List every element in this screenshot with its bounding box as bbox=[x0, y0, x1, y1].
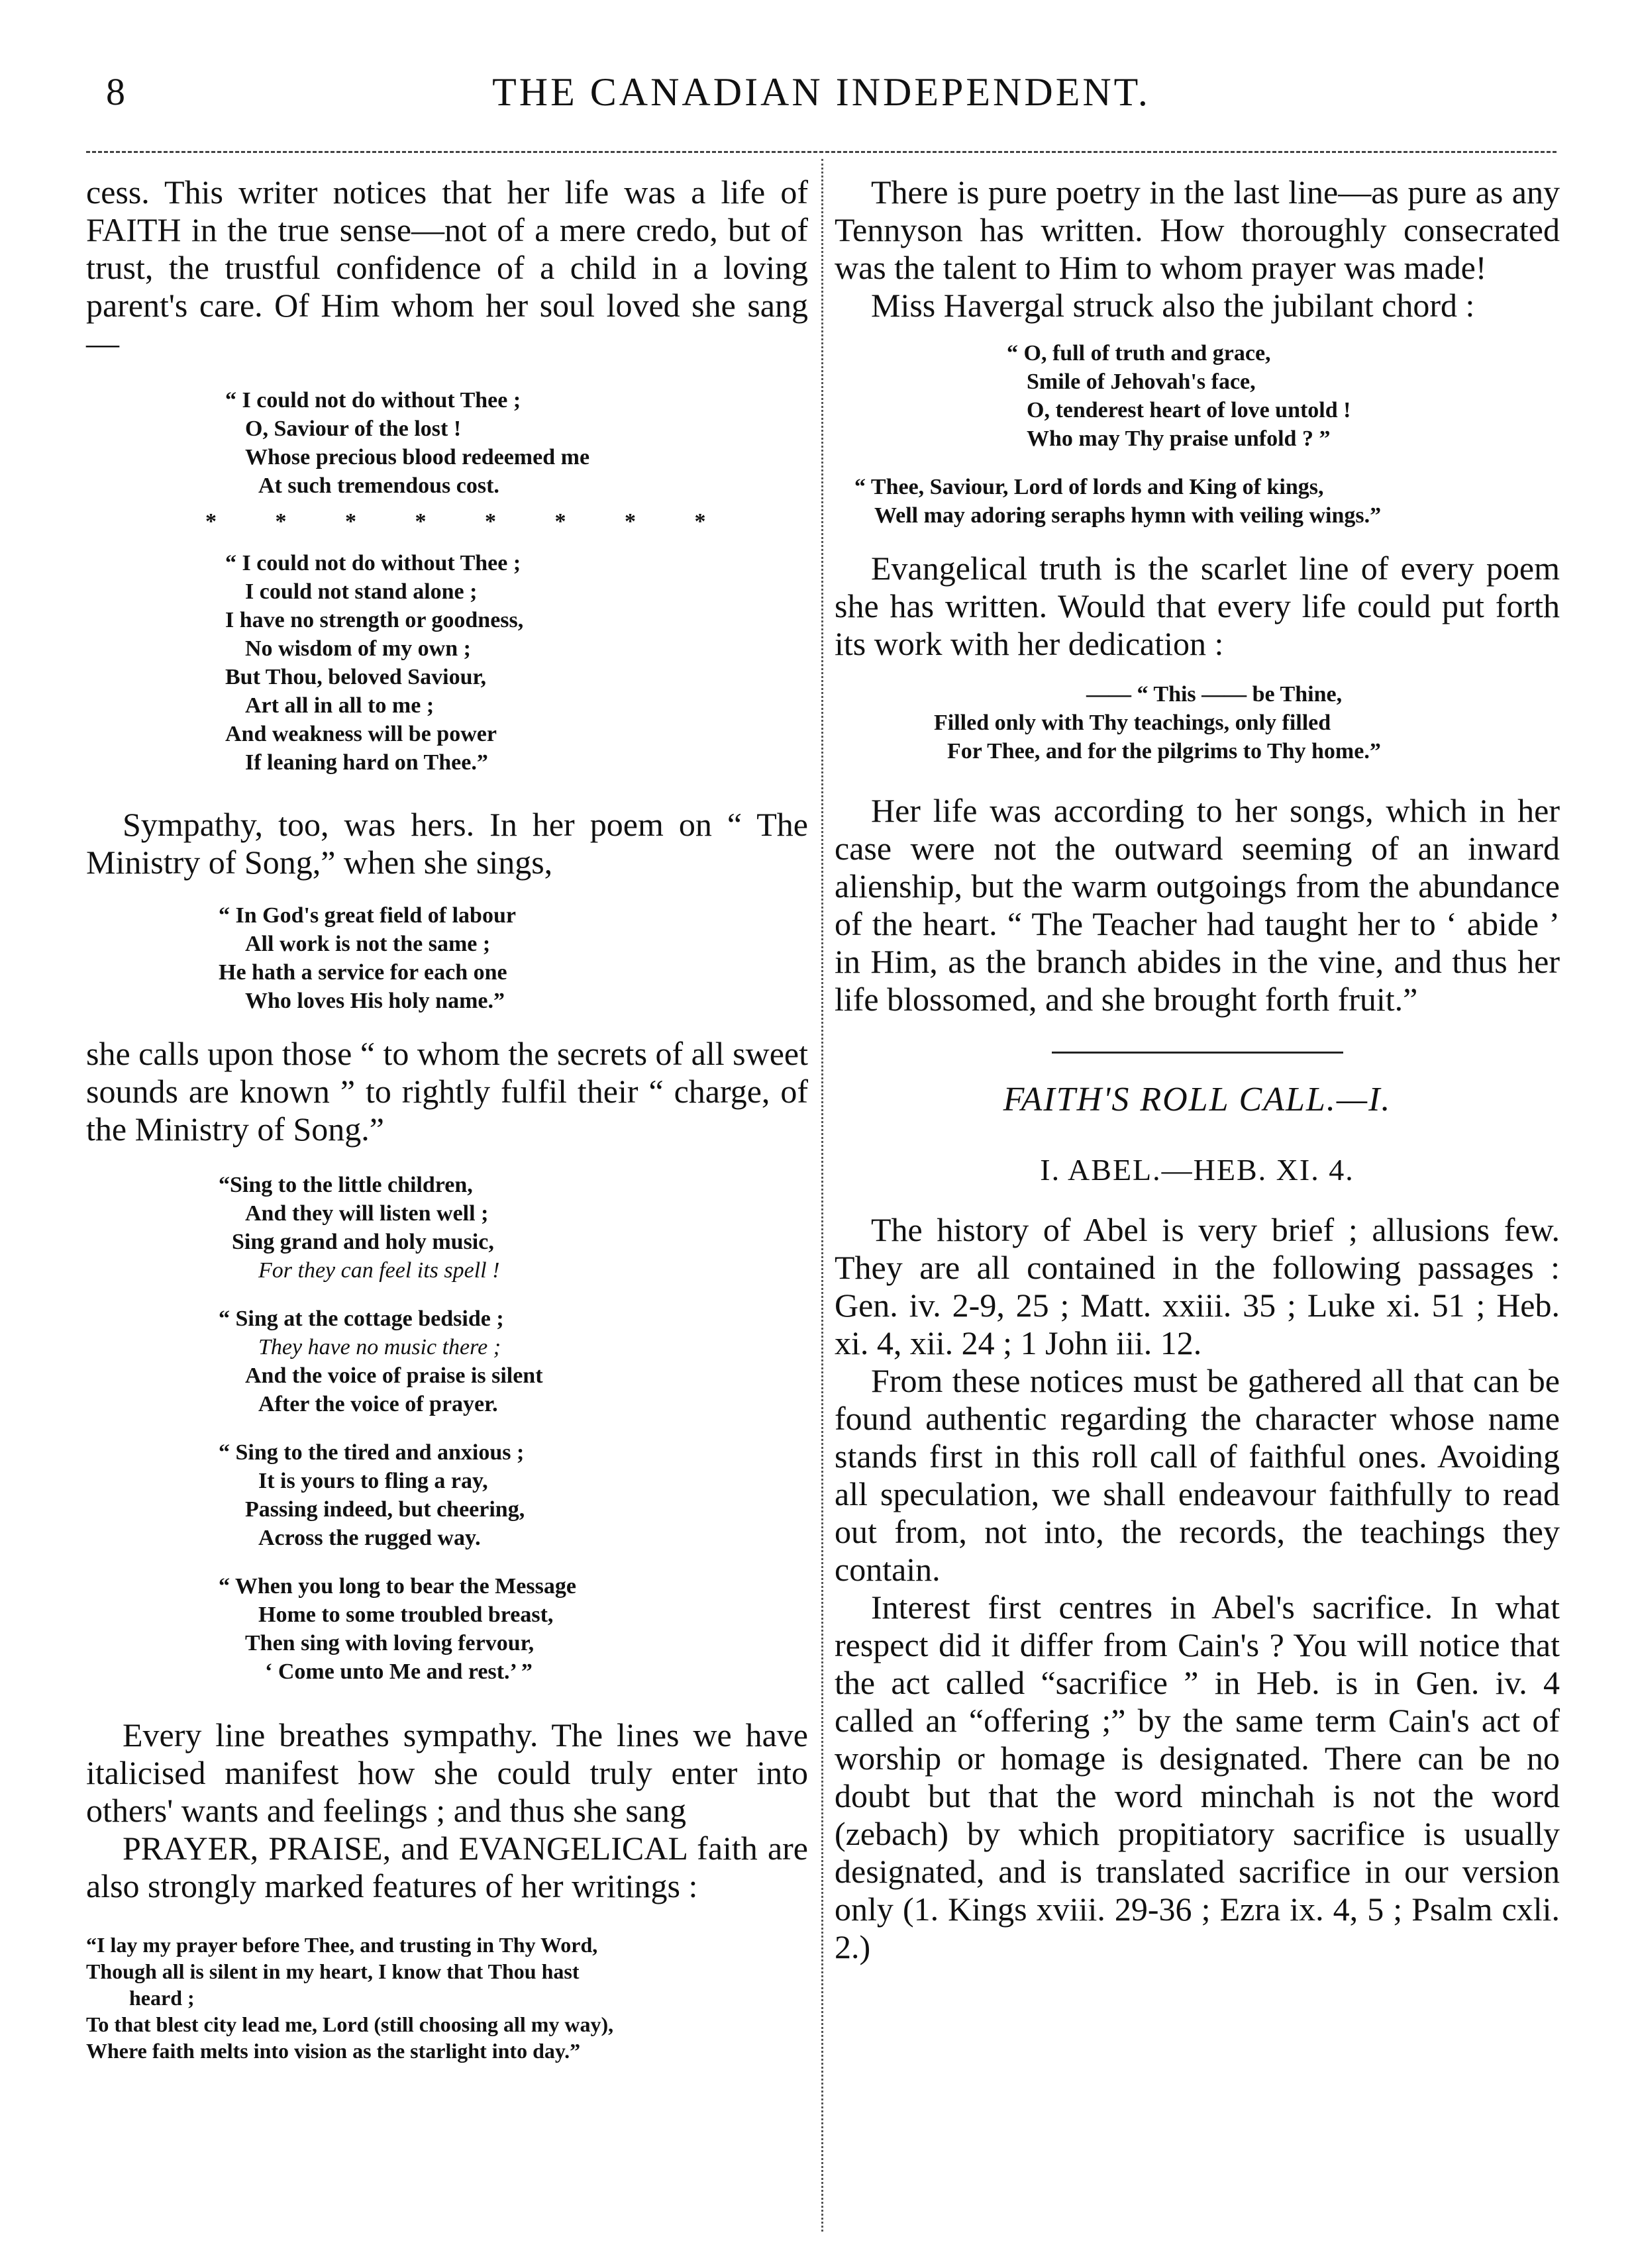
verse-line: Across the rugged way. bbox=[258, 1526, 481, 1550]
every-line-paragraph: Every line breathes sympathy. The lines we have italicised manifest how she could truly enter into others' wants and feelings ; and thus she sang bbox=[86, 1716, 808, 1829]
evangelical-paragraph: Evangelical truth is the scarlet line of every poem she has written. Would that every life could put forth its work with her dedication : bbox=[835, 550, 1560, 662]
verse-line: heard ; bbox=[129, 1986, 195, 2010]
verse-line: To that blest city lead me, Lord (still choosing all my way), bbox=[86, 2012, 614, 2036]
intro-paragraph: cess. This writer notices that her life was a life of FAITH in the true sense—not of a mere credo, but of trust, the trustful confidence of a child in a loving parent's care. Of Him whom her soul loved she sang— bbox=[86, 173, 808, 362]
verse-line: After the voice of prayer. bbox=[258, 1392, 498, 1416]
section-rule bbox=[1052, 1052, 1343, 1054]
poem-lay-my-prayer bbox=[86, 1932, 808, 2064]
ornament-stars: * * * * * * * * bbox=[205, 509, 733, 534]
page-header bbox=[86, 70, 1557, 129]
verse-line: “ When you long to bear the Message bbox=[219, 1574, 576, 1599]
verse-line: Passing indeed, but cheering, bbox=[245, 1497, 525, 1522]
verse-line: For Thee, and for the pilgrims to Thy home.” bbox=[947, 739, 1381, 764]
poem-could-not-do-1 bbox=[225, 386, 808, 500]
verse-line: Smile of Jehovah's face, bbox=[1027, 370, 1256, 394]
verse-line: They have no music there ; bbox=[258, 1335, 501, 1359]
verse-line: Well may adoring seraphs hymn with veiling wings.” bbox=[874, 503, 1382, 528]
prayer-praise-paragraph: PRAYER, PRAISE, and EVANGELICAL faith are also strongly marked features of her writings : bbox=[86, 1830, 808, 1904]
verse-line: For they can feel its spell ! bbox=[258, 1258, 500, 1283]
section-title: FAITH'S ROLL CALL.—I. bbox=[1003, 1081, 1392, 1118]
header-rule bbox=[86, 151, 1557, 153]
verse-line: Then sing with loving fervour, bbox=[245, 1631, 535, 1655]
verse-line: Home to some troubled breast, bbox=[258, 1602, 554, 1627]
page-number: 8 bbox=[106, 70, 125, 113]
sympathy-paragraph: Sympathy, too, was hers. In her poem on “ The Ministry of Song,” when she sings, bbox=[86, 806, 808, 881]
subsection-title: I. ABEL.—HEB. XI. 4. bbox=[1040, 1153, 1354, 1187]
left-column bbox=[86, 173, 808, 2064]
verse-line: “ Thee, Saviour, Lord of lords and King of kings, bbox=[854, 475, 1324, 499]
journal-title: THE CANADIAN INDEPENDENT. bbox=[492, 70, 1150, 114]
verse-line: It is yours to fling a ray, bbox=[258, 1469, 488, 1493]
verse-line: “ O, full of truth and grace, bbox=[1007, 341, 1271, 366]
pure-poetry-paragraph: There is pure poetry in the last line—as pure as any Tennyson has written. How thoroughly consecrated was the talent to Him to whom prayer was made! bbox=[835, 173, 1560, 286]
verse-line: O, tenderest heart of love untold ! bbox=[1027, 398, 1351, 422]
poem-could-not-do-2 bbox=[225, 549, 808, 777]
verse-line: Though all is silent in my heart, I know that Thou hast bbox=[86, 1959, 580, 1983]
verse-line: If leaning hard on Thee.” bbox=[245, 750, 488, 775]
verse-line: “ In God's great field of labour bbox=[219, 903, 516, 928]
verse-line: Who loves His holy name.” bbox=[245, 989, 505, 1013]
verse-line: “I lay my prayer before Thee, and trusting in Thy Word, bbox=[86, 1933, 598, 1957]
verse-line: “Sing to the little children, bbox=[219, 1173, 473, 1197]
verse-line: At such tremendous cost. bbox=[258, 473, 499, 498]
calls-paragraph: she calls upon those “ to whom the secrets of all sweet sounds are known ” to rightly fulfil their “ charge, of the Ministry of Song.” bbox=[86, 1035, 808, 1148]
poem-gods-field bbox=[219, 901, 808, 1015]
poem-be-thine bbox=[934, 680, 1560, 765]
poem-full-of-truth bbox=[1007, 339, 1560, 453]
verse-line: Filled only with Thy teachings, only filled bbox=[934, 711, 1331, 735]
verse-line: ‘ Come unto Me and rest.’ ” bbox=[265, 1659, 533, 1684]
havergal-paragraph: Miss Havergal struck also the jubilant chord : bbox=[871, 287, 1475, 324]
right-column bbox=[835, 173, 1560, 1966]
history-paragraph: The history of Abel is very brief ; allusions few. They are all contained in the following passages : Gen. iv. 2-9, 25 ; Matt. xxiii. 35 ; Luke xi. 51 ; Heb. xi. 4, xii. 24 ; 1 John iii. 12. bbox=[835, 1211, 1560, 1361]
poem-cottage-bedside bbox=[219, 1305, 808, 1418]
verse-line: And weakness will be power bbox=[225, 722, 497, 746]
her-life-paragraph: Her life was according to her songs, which in her case were not the outward seeming of an inward alienship, but the warm outgoings from the abundance of the heart. “ The Teacher had taught her to ‘ abide ’ in Him, as the branch abides in the vine, and thus her life blossomed, and she brought forth fruit.” bbox=[835, 792, 1560, 1018]
verse-line: Who may Thy praise unfold ? ” bbox=[1027, 426, 1331, 451]
verse-line: Whose precious blood redeemed me bbox=[245, 445, 590, 469]
verse-line: “ I could not do without Thee ; bbox=[225, 551, 521, 575]
verse-line: But Thou, beloved Saviour, bbox=[225, 665, 486, 689]
verse-line: Sing grand and holy music, bbox=[232, 1230, 494, 1254]
verse-line: And the voice of praise is silent bbox=[245, 1363, 543, 1388]
verse-line: I could not stand alone ; bbox=[245, 579, 478, 604]
verse-line: Art all in all to me ; bbox=[245, 693, 434, 718]
verse-line: All work is not the same ; bbox=[245, 932, 491, 956]
verse-line: He hath a service for each one bbox=[219, 960, 507, 985]
verse-line: “ Sing at the cottage bedside ; bbox=[219, 1307, 504, 1331]
poem-tired-anxious bbox=[219, 1438, 808, 1552]
verse-line: —— “ This —— be Thine, bbox=[1086, 682, 1343, 707]
verse-line: Where faith melts into vision as the starlight into day.” bbox=[86, 2039, 581, 2063]
notices-paragraph: From these notices must be gathered all that can be found authentic regarding the character whose name stands first in this roll call of faithful ones. Avoiding all speculation, we shall endeavour faithfully to read out from, not into, the records, the teachings they contain. bbox=[835, 1362, 1560, 1588]
verse-line: I have no strength or goodness, bbox=[225, 608, 524, 632]
verse-line: And they will listen well ; bbox=[245, 1201, 489, 1226]
verse-line: “ I could not do without Thee ; bbox=[225, 388, 521, 413]
column-divider bbox=[821, 159, 823, 2232]
interest-paragraph: Interest first centres in Abel's sacrifice. In what respect did it differ from Cain's ? You will notice that the act called “sacrifice ” in Heb. is in Gen. iv. 4 called an “offering ;” by the same term Cain's act of worship or homage is designated. There can be no doubt but that the word minchah is not the word (zebach) by which propitiatory sacrifice is usually designated, and is translated sacrifice in our version only (1. Kings xviii. 29-36 ; Ezra ix. 4, 5 ; Psalm cxli. 2.) bbox=[835, 1589, 1560, 1965]
poem-message bbox=[219, 1572, 808, 1686]
poem-thee-saviour bbox=[854, 473, 1560, 530]
poem-little-children bbox=[219, 1171, 808, 1285]
verse-line: O, Saviour of the lost ! bbox=[245, 417, 462, 441]
verse-line: “ Sing to the tired and anxious ; bbox=[219, 1440, 525, 1465]
verse-line: No wisdom of my own ; bbox=[245, 636, 471, 661]
